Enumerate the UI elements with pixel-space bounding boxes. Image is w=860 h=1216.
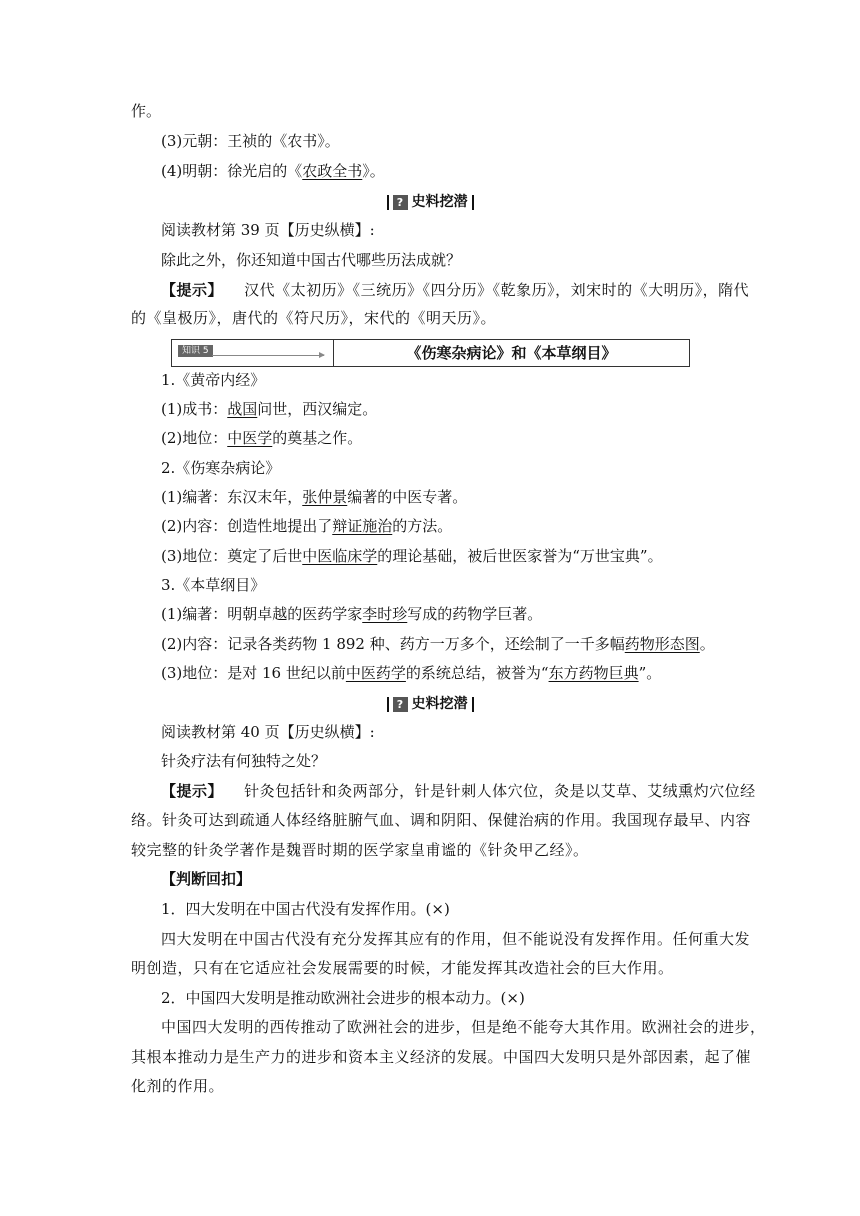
text: 【判断回扣】	[161, 870, 252, 888]
divider	[472, 195, 474, 210]
text-line	[131, 810, 751, 830]
text: 的方法。	[392, 517, 453, 535]
text: 作。	[131, 102, 162, 120]
knowledge-title: 《伤寒杂病论》和《本草纲目》	[406, 344, 617, 362]
text: 阅读教材第 39 页【历史纵横】:	[161, 221, 375, 239]
text: (1)编著：明朝卓越的医药学家	[161, 605, 363, 623]
underlined-answer: 药物形态图	[624, 635, 700, 653]
text: 四大发明在中国古代没有充分发挥其应有的作用，但不能说没有发挥作用。任何重大发	[161, 930, 751, 948]
text: 针灸疗法有何独特之处？	[161, 752, 327, 770]
text: 汉代《太初历》《三统历》《四分历》《乾象历》，刘宋时的《大明历》，隋代	[244, 281, 750, 299]
text: 的理论基础，被后世医家誉为“万世宝典”。	[377, 547, 663, 565]
underlined-answer: 中医临床学	[302, 547, 378, 565]
text-line	[161, 428, 362, 448]
text-line	[161, 487, 467, 507]
text-line	[161, 161, 385, 181]
text: 问世，西汉编定。	[257, 400, 378, 418]
text-line	[161, 929, 750, 949]
text-line	[131, 308, 496, 328]
text: (1)成书：	[161, 400, 228, 418]
text: (3)地位：奠定了后世	[161, 547, 303, 565]
text-line	[161, 458, 280, 478]
text-line	[161, 131, 340, 151]
text: 中国四大发明的西传推动了欧洲社会的进步，但是绝不能夸大其作用。欧洲社会的进步，	[161, 1018, 766, 1036]
section-header	[0, 192, 860, 216]
text: 除此之外，你还知道中国古代哪些历法成就？	[161, 251, 462, 269]
underlined-answer: 辩证施治	[332, 517, 393, 535]
underlined-answer: 农政全书	[302, 162, 363, 180]
text-line	[161, 399, 377, 419]
text-line	[161, 663, 661, 683]
text: 写成的药物学巨著。	[407, 605, 543, 623]
text-line	[131, 101, 161, 121]
text: 3.《本草纲目》	[161, 576, 266, 594]
knowledge-tag-cell	[172, 340, 334, 366]
text-line	[161, 781, 756, 801]
underlined-answer: 李时珍	[362, 605, 408, 623]
text: 化剂的作用。	[131, 1077, 225, 1095]
section-header	[0, 694, 860, 718]
text: 的系统总结，被誉为“	[405, 664, 549, 682]
text: 。	[699, 635, 715, 653]
divider	[387, 697, 389, 712]
text-line	[161, 575, 265, 595]
text-line	[131, 1047, 751, 1067]
text-line	[161, 546, 663, 566]
text: 的《皇极历》，唐代的《符尺历》，宋代的《明天历》。	[131, 309, 497, 327]
text: 1.《黄帝内经》	[161, 371, 266, 389]
text-line	[161, 250, 461, 270]
text: (1)编著：东汉末年，	[161, 488, 303, 506]
text: 络。针灸可达到疏通人体经络脏腑气血、调和阴阳、保健治病的作用。我国现存最早、内容	[131, 811, 752, 829]
text-line	[161, 722, 375, 742]
text-line	[161, 988, 525, 1008]
text: 阅读教材第 40 页【历史纵横】:	[161, 723, 375, 741]
text: 的奠基之作。	[272, 429, 363, 447]
text-line	[161, 751, 326, 771]
text-line	[161, 604, 542, 624]
text: 其根本推动力是生产力的进步和资本主义经济的发展。中国四大发明只是外部因素，起了催	[131, 1048, 752, 1066]
text-line	[161, 634, 715, 654]
text: (2)内容：记录各类药物 1 892 种、药方一万多个，还绘制了一千多幅	[161, 635, 625, 653]
text: 1．四大发明在中国古代没有发挥作用。(×)	[161, 900, 450, 918]
text-line	[161, 1017, 766, 1037]
text: 2．中国四大发明是推动欧洲社会进步的根本动力。(×)	[161, 989, 525, 1007]
text: (4)明朝：徐光启的《	[161, 162, 303, 180]
text: 明创造，只有在它适应社会发展需要的时候，才能发挥其改造社会的巨大作用。	[131, 959, 674, 977]
text: (3)元朝：王祯的《农书》。	[161, 132, 340, 150]
text-line	[161, 220, 375, 240]
underlined-answer: 张仲景	[302, 488, 348, 506]
underlined-answer: 东方药物巨典	[548, 664, 639, 682]
text: 针灸包括针和灸两部分，针是针刺人体穴位，灸是以艾草、艾绒熏灼穴位经	[244, 782, 756, 800]
text: 编著的中医专著。	[347, 488, 468, 506]
text: 2.《伤寒杂病论》	[161, 459, 281, 477]
header-title: 史料挖潜	[411, 194, 468, 210]
text-line	[161, 280, 749, 300]
underlined-answer: 中医药学	[345, 664, 406, 682]
header-title: 史料挖潜	[411, 696, 468, 712]
text: ”。	[638, 664, 662, 682]
knowledge-tag: 知识 5	[178, 345, 213, 357]
text: (2)地位：	[161, 429, 228, 447]
text: (2)内容：创造性地提出了	[161, 517, 333, 535]
divider	[387, 195, 389, 210]
divider	[472, 697, 474, 712]
hint-label: 【提示】	[161, 782, 224, 800]
text: 较完整的针灸学著作是魏晋时期的医学家皇甫谧的《针灸甲乙经》。	[131, 841, 589, 859]
text: 》。	[362, 162, 385, 180]
question-icon: ?	[393, 195, 408, 210]
text-line	[131, 958, 674, 978]
hint-label: 【提示】	[161, 281, 224, 299]
question-icon: ?	[393, 697, 408, 712]
text-line	[131, 1076, 224, 1096]
knowledge-box	[171, 339, 690, 367]
text-line	[131, 840, 589, 860]
underlined-answer: 中医学	[227, 429, 273, 447]
text-line	[161, 370, 265, 390]
text-line	[161, 899, 450, 919]
arrow-icon	[212, 355, 324, 356]
underlined-answer: 战国	[227, 400, 258, 418]
text-line	[161, 516, 452, 536]
text: (3)地位：是对 16 世纪以前	[161, 664, 346, 682]
text-line	[161, 869, 251, 889]
